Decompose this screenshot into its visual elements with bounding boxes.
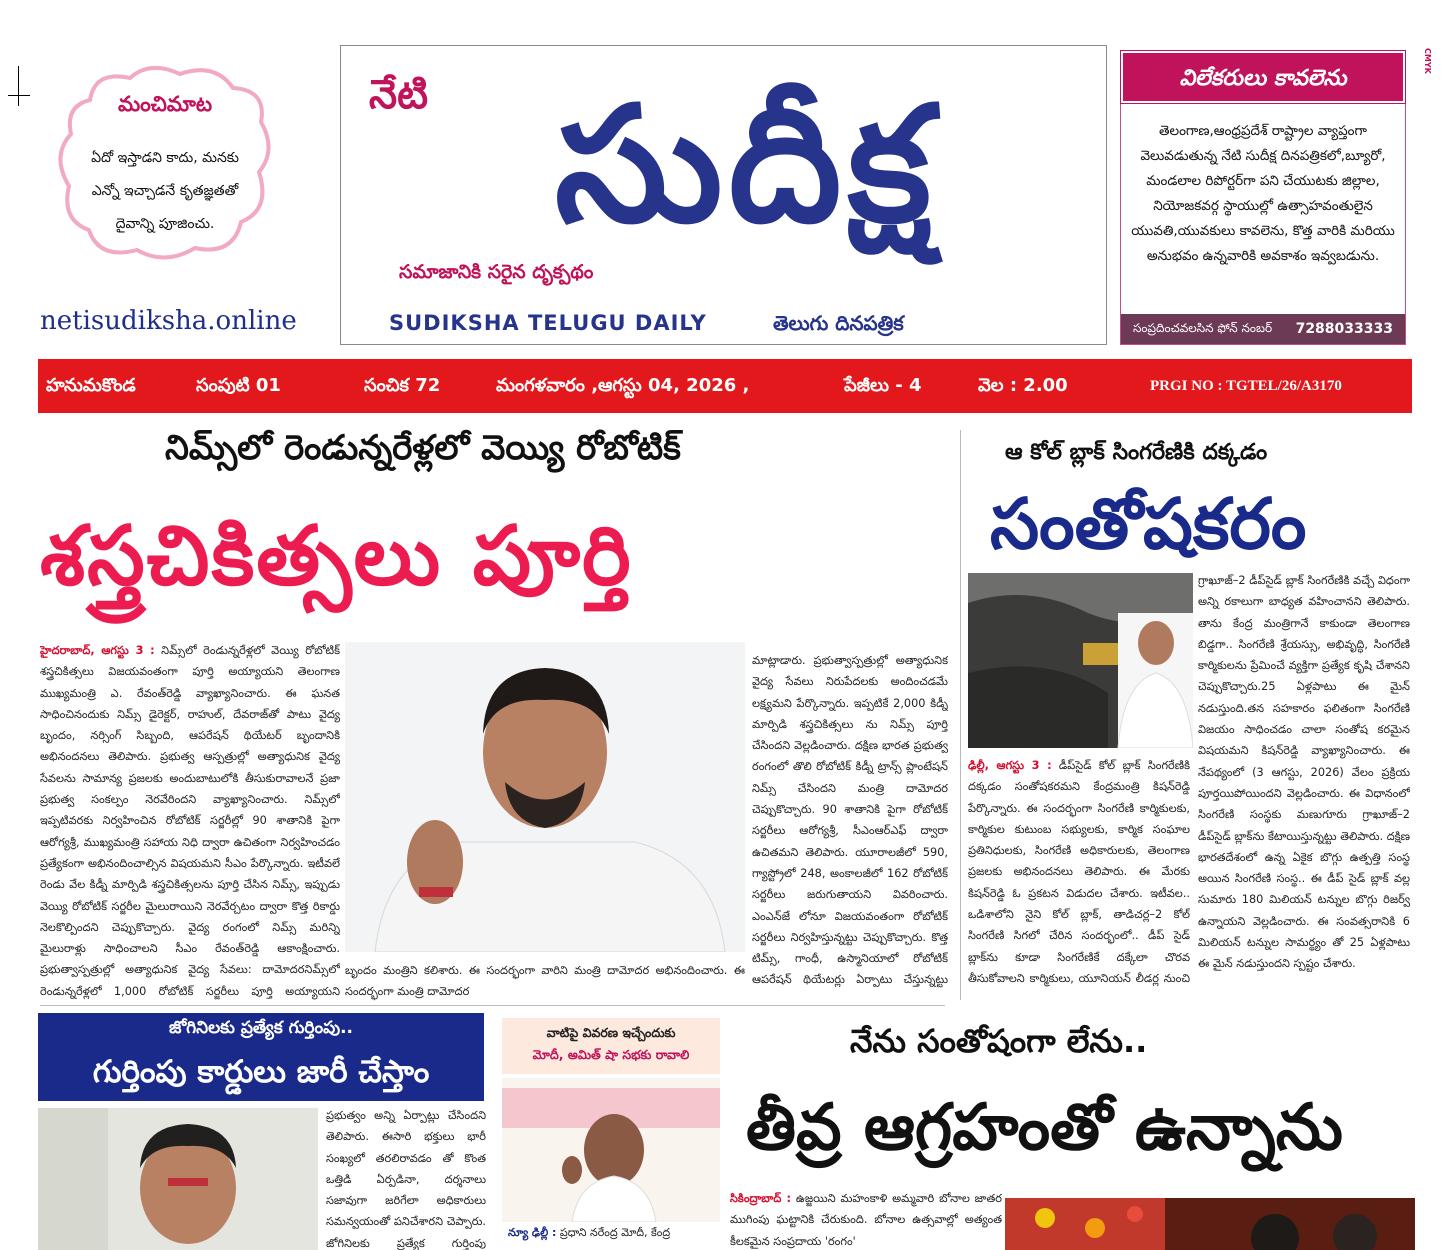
crop-mark: [8, 95, 30, 96]
modi-story-line2[interactable]: మోదీ, అమిత్ షా సభకు రావాలి: [532, 1047, 690, 1062]
minister-image: [38, 1108, 318, 1250]
lead-headline[interactable]: శస్త్రచికిత్సలు పూర్తి: [40, 509, 633, 604]
coal-column-bottom: [968, 755, 1190, 990]
jogini-column: ప్రభుత్వం అన్ని ఏర్పాట్లు చేసిందని తెలిపారు. ఈసారి భక్తులు భారీ సంఖ్యలో తరలిరావడం తో కొంత ఒత్తిడి ఏర్పడినా, దర్శనాలు సజావుగా జరిగేలా అధికారులు సమన్వయంతో పనిచేశారని చెప్పారు. జోగినిలకు ప్రత్యేక గుర్తింపు: [326, 1109, 486, 1250]
band-issue: సంచిక 72: [364, 375, 441, 396]
angry-headline[interactable]: తీవ్ర ఆగ్రహంతో ఉన్నాను: [746, 1091, 1343, 1165]
angry-text: ఉజ్జయిని మహంకాళి అమ్మవారి బోనాల జాతర ముగింపు ఘట్టానికి చేరుకుంది. బోనాల ఉత్సవాల్లో అత్యంత కీలకమైన సంప్రదాయ 'రంగం': [730, 1192, 1002, 1248]
column-divider: [960, 430, 961, 1000]
logo-english-name: SUDIKSHA TELUGU DAILY: [389, 311, 707, 335]
coal-column-right: గ్రాఖూజ్–2 డీప్‌సైడ్ బ్లాక్ సింగరేణికి వచ్చే విధంగా అన్ని రకాలుగా బాధ్యత వహించానని తెలిపారు. తాను కేంద్ర మంత్రిగానే కాకుండా తెలంగాణ బిడ్డగా.. సింగరేణి శ్రేయస్సు, అభివృద్ధి, సింగరేణి కార్మికులను ప్రేమించే వ్యక్తిగా ప్రత్యేక కృషి చేశానని చెప్పుకొచ్చారు.25 ఏళ్లపాటు ఈ మైన్ నడుస్తుంది.తన సహకారం ఫలితంగా సింగరేణి విజయం సాధించడం చాలా సంతోష కరమైన విషయమని కిషన్‌రెడ్డి వ్యాఖ్యానించారు. ఈ నేపథ్యంలో (3 ఆగస్టు, 2026) వేలం ప్రక్రియ పూర్తయిపోయిందని వెల్లడించారు. ఈ విధానంలో సింగరేణి సంస్థకు మణుగూరు గ్రాఖూజ్–2 డీప్‌సైడ్ బ్లాక్‌ను కేటాయిస్తున్నట్టు తెలిపారు. దక్షిణ భారతదేశంలో ఉన్న ఏకైక బొగ్గు ఉత్పత్తి సంస్థ అయిన సింగరేణి సంస్థ.. ఈ డీప్ సైడ్ బ్లాక్ వల్ల సుమారు 180 మిలియన్ టన్నుల బొగ్గు రిజర్వ్ ఉన్నాయని వెల్లడించారు. ఈ సంవత్సరానికి 6 మిలియన్ టన్నుల సామర్థ్యం తో 25 ఏళ్లపాటు ఈ మైన్ నడుస్తుందని స్పష్టం చేశారు.: [1198, 574, 1410, 971]
quote-box: [55, 60, 275, 265]
coal-mine-photo: [968, 573, 1193, 748]
modi-story-line1: వాటిపై వివరణ ఇచ్చేందుకు: [546, 1025, 676, 1040]
section-divider: [40, 1005, 945, 1006]
lead-col1-text: నిమ్స్‌లో రెండున్నరేళ్లలో వెయ్యి రోబోటిక్ శస్త్రచికిత్సలు విజయవంతంగా పూర్తి అయ్యాయని తెలంగాణ ముఖ్యమంత్రి ఎ. రేవంత్‌రెడ్డి వ్యాఖ్యానించారు. ఈ ఘనత సాధించినందుకు నిమ్స్ డైరెక్టర్, రాహుల్, దేవరాజ్‌తో పాటు వైద్య బృందం, నర్సింగ్ సిబ్బంది, ఆపరేషన్ థియేటర్ బృందానికి అభినందనలు తెలిపారు. ప్రభుత్వ ఆస్పత్రుల్లో అత్యాధునిక వైద్య సేవలను సామాన్య ప్రజలకు అందుబాటులోకి తీసుకురావాలనే ప్రజా ప్రభుత్వ సంకల్పం నెరవేరిందని వ్యాఖ్యానించారు. నిమ్స్‌లో ఇప్పటివరకు నిర్వహించిన రోబోటిక్ సర్జరీల్లో 90 శాతానికి పైగా ఆరోగ్యశ్రీ, ముఖ్యమంత్రి సహాయ నిధి ద్వారా ఉచితంగా నిర్వహించడం ప్రత్యేకంగా అభినందించాల్సిన విషయమని సీఎం పేర్కొన్నారు. ఇటీవలే రెండు వేల కిడ్నీ మార్పిడి శస్త్రచికిత్సలను పూర్తి చేసిన నిమ్స్, ఇప్పుడు వెయ్యి రోబోటిక్ సర్జరీల మైలురాయిని నెరవేర్చటం ద్వారా కొత్త రికార్డు నెలకొల్పిందని చెప్పుకొచ్చారు. వైద్య రంగంలో నిమ్స్ మరిన్ని మైలురాళ్లు సాధించాలని సీఎం రేవంత్‌రెడ్డి ఆకాంక్షించారు. ప్రభుత్వాస్పత్రుల్లో అత్యాధునిక వైద్య సేవలు: దామోదరనిమ్స్‌లో రెండున్నరేళ్లలో 1,000 రోబోటిక్ సర్జరీలు పూర్తి అయ్యాయని: [40, 644, 340, 998]
band-prgi: PRGI NO : TGTEL/26/A3170: [1150, 378, 1342, 394]
lead-column-1: [40, 640, 340, 1004]
lead-photo-caption: బృందం మంత్రిని కలిశారు. ఈ సందర్భంగా వారిని మంత్రి దామోదర అభినందించారు. ఈ సందర్భంగా మంత్రి దామోదర: [345, 964, 745, 998]
band-volume: సంపుటి 01: [196, 375, 281, 396]
band-pages: పేజీలు - 4: [844, 375, 922, 396]
coal-headline[interactable]: సంతోషకరం: [990, 483, 1307, 565]
modi-text: ప్రధాని నరేంద్ర మోదీ, కేంద్ర: [559, 1226, 671, 1239]
chief-minister-photo: [345, 642, 745, 952]
modi-story-head: [502, 1018, 720, 1074]
crop-mark: [18, 66, 19, 106]
band-place: హనుమకొండ: [46, 375, 136, 396]
jogini-subheadline: జోగినిలకు ప్రత్యేక గుర్తింపు..: [38, 1013, 484, 1043]
band-price: వెల : 2.00: [978, 375, 1068, 396]
minister-photo: [38, 1108, 318, 1250]
ad-body: తెలంగాణ,ఆంధ్రప్రదేశ్ రాష్ట్రాల వ్యాప్తంగా వెలువడుతున్న నేటి సుదీక్ష దినపత్రికలో,బ్యూరో, మండలాల రిపోర్టర్‌గా పని చేయుటకు జిల్లాల, నియోజకవర్గ స్థాయుల్లో ఉత్సాహవంతులైన యువతి,యువకులు కావలెను, కొత్త వారికి మరియు అనుభవం ఉన్నవారికి అవకాశం ఇవ్వబడును.: [1131, 123, 1395, 264]
lead-dateline: హైదరాబాద్, ఆగస్టు 3 :: [40, 644, 155, 657]
logo-tagline: సమాజానికి సరైన దృక్పథం: [399, 261, 594, 283]
quote-text: ఏదో ఇస్తాడని కాదు, మనకు ఎన్నో ఇచ్చాడనే కృతజ్ఞతతో దైవాన్ని పూజించు.: [91, 150, 239, 232]
logo-telugu-name: తెలుగు దినపత్రిక: [773, 311, 904, 335]
modi-dateline: న్యూ ఢిల్లీ :: [508, 1226, 557, 1239]
angry-column: [730, 1188, 1002, 1250]
portrait-image: [345, 642, 745, 952]
angry-subheadline: నేను సంతోషంగా లేను..: [850, 1022, 1148, 1060]
coal-dateline: ఢిల్లీ, ఆగస్టు 3 :: [968, 759, 1052, 772]
ad-phone: 7288033333: [1295, 321, 1393, 337]
modi-story-text: [508, 1226, 716, 1242]
bonalu-photo: [1005, 1198, 1415, 1250]
speaker-image: [502, 1078, 720, 1222]
logo-title: సుదీక్ష: [554, 70, 938, 258]
coal-mine-image: [968, 573, 1193, 748]
website-link[interactable]: netisudiksha.online: [40, 306, 297, 336]
jogini-headline[interactable]: గుర్తింపు కార్డులు జారీ చేస్తాం: [38, 1043, 484, 1101]
speaker-photo: [502, 1078, 720, 1222]
cmyk-marker: CMYK: [1423, 48, 1432, 74]
band-date: మంగళవారం ,ఆగస్టు 04, 2026 ,: [496, 375, 750, 396]
angry-dateline: సికింద్రాబాద్ :: [730, 1192, 792, 1205]
quote-title: మంచిమాట: [117, 92, 213, 116]
lead-subheadline: నిమ్స్‌లో రెండున్నరేళ్లలో వెయ్యి రోబోటిక్: [165, 428, 681, 468]
issue-info-band: [38, 359, 1412, 413]
ad-contact: [1121, 314, 1405, 344]
masthead-logo: [340, 45, 1107, 345]
lead-column-2: మాట్లాడారు. ప్రభుత్వాస్పత్రుల్లో అత్యాధునిక వైద్య సేవలు నిరుపేదలకు అందించడమే లక్ష్యమని పేర్కొన్నారు. ఇప్పటికే 2,000 కిడ్నీ మార్పిడి శస్త్రచికిత్సలు ను నిమ్స్ పూర్తి చేసిందని వెల్లడించారు. దక్షిణ భారత ప్రభుత్వ రంగంలో తొలి రోబోటిక్ కిడ్నీ ట్రాన్స్ ప్లాంటేషన్ నిమ్స్ చేసిందని మంత్రి దామోదర చెప్పుకొచ్చారు. 90 శాతానికి పైగా రోబోటిక్ సర్జరీలు ఆరోగ్యశ్రీ, సీఎంఆర్ఎఫ్ ద్వారా ఉచితమని తెలిపారు. యూరాలజీలో 590, గ్యాస్ట్రోలో 248, అంకాలజీలో 162 రోబోటిక్ సర్జరీలు జరుగుతాయని వివరించారు. ఎంఎన్‌జే లోనూ విజయవంతంగా రోబోటిక్ సర్జరీలు నిర్వహిస్తున్నట్టు చెప్పుకొచ్చారు. కొత్త టిమ్స్, గాంధీ, ఉస్మానియాలో రోబోటిక్ ఆపరేషన్ థియేటర్లు ఏర్పాటు చేస్తున్నట్టు: [752, 654, 948, 987]
bonalu-image: [1005, 1198, 1415, 1250]
logo-prefix: నేటి: [369, 72, 428, 118]
coal-col-text: డీప్‌సైడ్ కోల్ బ్లాక్ సింగరేణికి దక్కడం సంతోషకరమని కేంద్రమంత్రి కిషన్‌రెడ్డి పేర్కొన్నారు. ఈ సందర్భంగా సింగరేణి కార్మికులకు, కార్మికుల కుటుంబ సభ్యులకు, కార్మిక సంఘాల ప్రతినిధులకు, సింగరేణి అధికారులకు, తెలంగాణ ప్రజలకు అభినందనలు తెలిపారు. ఈ మేరకు కిషన్‌రెడ్డి ఓ ప్రకటన విడుదల చేశారు. ఇటీవల.. ఒడిశాలోని నైని కోల్ బ్లాక్, తాడిచర్ల–2 కోల్ సింగరేణి సిగలో చేరిన సందర్భంలో.. డీప్ సైడ్ బ్లాక్‌ను కూడా సింగరేణికే దక్కేలా చొరవ తీసుకోవాలని కార్మికులు, యూనియన్ లీడర్ల నుంచి: [968, 759, 1190, 985]
coal-subheadline: ఆ కోల్ బ్లాక్ సింగరేణికి దక్కడం: [1005, 440, 1268, 465]
reporters-wanted-ad: [1120, 50, 1406, 345]
ad-contact-label: సంప్రదించవలసిన ఫోన్ నంబర్: [1133, 320, 1273, 335]
ad-title: విలేకరులు కావలెను: [1121, 51, 1405, 103]
